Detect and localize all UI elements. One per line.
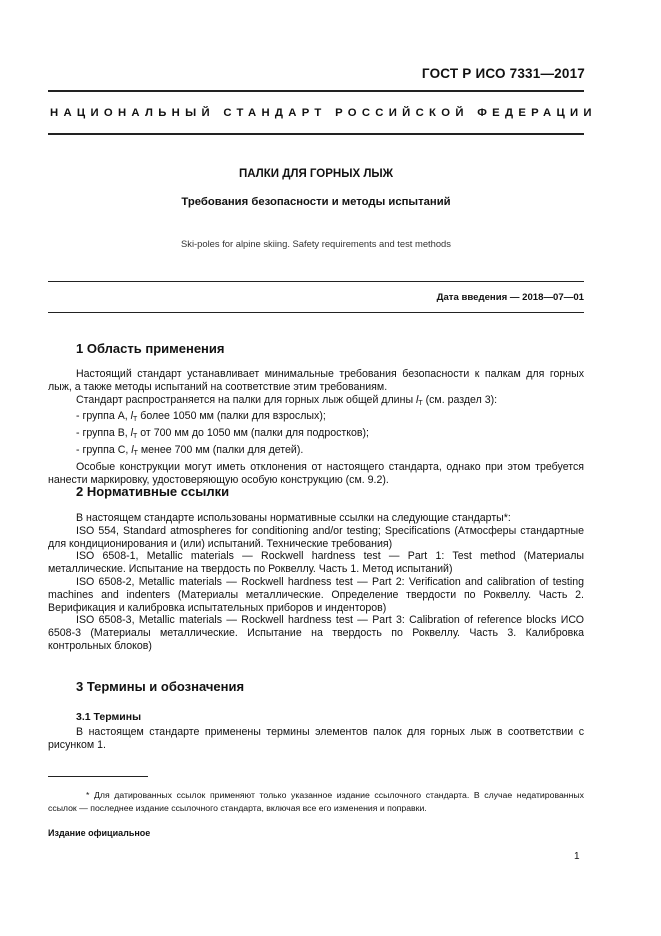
footnote <box>48 789 584 815</box>
date-rule <box>48 312 584 313</box>
section-3-heading: 3 Термины и обозначения <box>76 679 245 694</box>
section-2-body <box>48 512 584 653</box>
section-1-body <box>48 368 584 486</box>
footnote-text: * Для датированных ссылок применяют только указанное издание ссылочного стандарта. В случае недатированных ссылок — последнее издание ссылочного стандарта, включая все его изменения и поправки. <box>48 790 584 813</box>
reference-item: ISO 6508-1, Metallic materials — Rockwell hardness test — Part 1: Test method (Материалы металлические. Испытание на твердость по Роквеллу. Часть 1. Метод испытаний) <box>48 550 584 576</box>
official-edition-label: Издание официальное <box>48 828 151 838</box>
paragraph: Стандарт распространяется на палки для горных лыж общей длины $l_T$ (см. раздел 3): <box>76 393 498 407</box>
paragraph: Особые конструкции могут иметь отклонения от настоящего стандарта, однако при этом требуется нанести маркировку, удостоверяющую особую конструкцию (см. 9.2). <box>48 460 584 486</box>
section-3-body <box>48 726 584 752</box>
list-item: - группа С, $l_T$ менее 700 мм (палки для детей). <box>76 443 304 457</box>
paragraph: В настоящем стандарте использованы нормативные ссылки на следующие стандарты*: <box>76 512 511 524</box>
header-rule <box>48 90 584 92</box>
english-title: Ski-poles for alpine skiing. Safety requirements and test methods <box>181 238 451 249</box>
section-1-heading: 1 Область применения <box>76 341 225 356</box>
paragraph: В настоящем стандарте применены термины элементов палок для горных лыж в соответствии с рисунком 1. <box>48 726 584 751</box>
reference-item: ISO 6508-2, Metallic materials — Rockwell hardness test — Part 2: Verification and calibration of testing machines and indenters (Материалы металлические. Определение твердости по Роквеллу. Часть 2. Верификация и калибровка испытательных приборов и инденторов) <box>48 575 584 614</box>
page-number: 1 <box>574 851 580 862</box>
list-item: - группа В, $l_T$ от 700 мм до 1050 мм (палки для подростков); <box>76 427 370 441</box>
banner-rule <box>48 133 584 135</box>
list-item: - группа А, $l_T$ более 1050 мм (палки для взрослых); <box>76 410 326 424</box>
title-rule <box>48 281 584 282</box>
introduction-date: Дата введения — 2018—07—01 <box>436 292 584 303</box>
document-number: ГОСТ Р ИСО 7331—2017 <box>421 66 585 81</box>
document-title: ПАЛКИ ДЛЯ ГОРНЫХ ЛЫЖ <box>238 168 394 180</box>
paragraph: Настоящий стандарт устанавливает минимальные требования безопасности к палкам для горных лыж, а также методы испытаний на соответствие этим требованиям. <box>48 368 584 393</box>
reference-item: ISO 6508-3, Metallic materials — Rockwell hardness test — Part 3: Calibration of reference blocks ИСО 6508-3 (Материалы металлические. Испытание на твердость по Роквеллу. Часть 3. Калибровка контрольных блоков) <box>48 614 584 652</box>
section-2-heading: 2 Нормативные ссылки <box>76 484 230 499</box>
footnote-rule <box>48 776 148 777</box>
document-subtitle: Требования безопасности и методы испытаний <box>181 196 451 208</box>
subsection-3-1-heading: 3.1 Термины <box>76 711 142 723</box>
reference-item: ISO 554, Standard atmospheres for conditioning and/or testing; Specifications (Атмосферы стандартные для кондиционирования и (или) испытаний. Технические требования) <box>48 524 584 550</box>
national-standard-banner: НАЦИОНАЛЬНЫЙ СТАНДАРТ РОССИЙСКОЙ ФЕДЕРАЦИИ <box>50 107 597 119</box>
